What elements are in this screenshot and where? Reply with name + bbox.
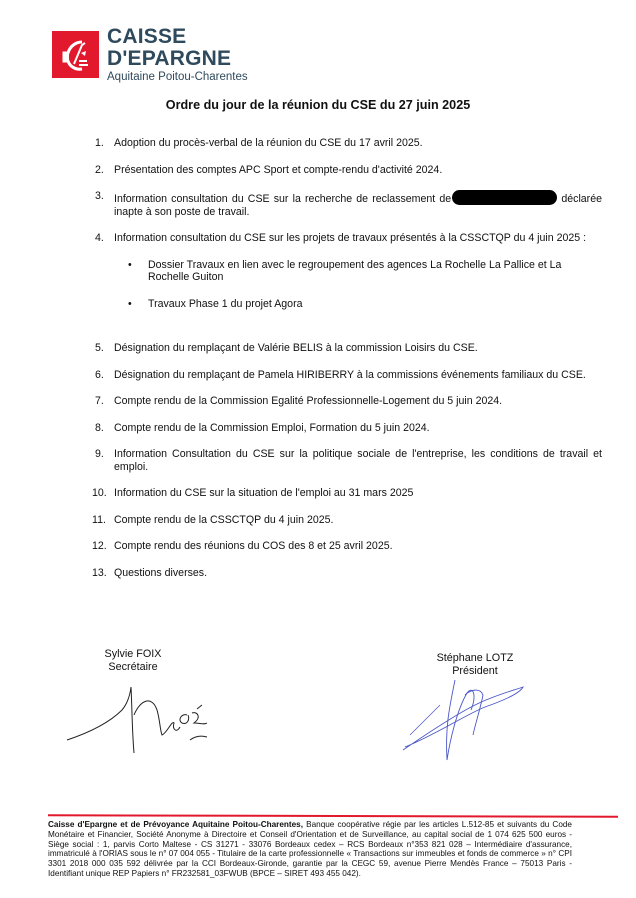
footer-company: Caisse d'Epargne et de Prévoyance Aquitaine Poitou-Charentes, <box>48 820 304 829</box>
footer-divider <box>48 814 618 817</box>
item-text <box>114 190 602 218</box>
item-text: Présentation des comptes APC Sport et compte-rendu d'activité 2024. <box>114 163 443 176</box>
item-number: 12. <box>92 540 107 552</box>
agenda-list <box>92 137 602 593</box>
item-text: Information consultation du CSE sur les projets de travaux présentés à la CSSCTQP du 4 juin 2025 : <box>114 232 587 244</box>
item-number: 8. <box>95 421 104 434</box>
agenda-item <box>92 190 602 218</box>
signatory-role: Président <box>452 664 498 677</box>
sub-item <box>128 298 602 311</box>
agenda-item <box>92 540 602 553</box>
item-number: 4. <box>95 232 104 244</box>
logo-wordmark <box>107 26 248 84</box>
item-text: Compte rendu de la Commission Emploi, Formation du 5 juin 2024. <box>114 421 430 434</box>
item-number: 5. <box>95 342 104 354</box>
agenda-item <box>92 137 602 150</box>
item-text: Compte rendu de la Commission Egalité Professionnelle-Logement du 5 juin 2024. <box>114 395 503 407</box>
footer-legal-text: Banque coopérative régie par les articles L.512-85 et suivants du Code Monétaire et Financier, Société Anonyme à Directoire et Conseil d'Orientation et de Surveillance, au capital social de 1 074 625 500 euros - Siège social : 1, parvis Corto Maltese - CS 31271 - 33076 Bordeaux cedex – RCS Bordeaux n°353 821 028 – Intermédiaire d'assurance, immatriculé à l'ORIAS sous le n° 07 004 055 - Titulaire de la carte professionnelle « Transactions sur immeubles et fonds de commerce » n° CPI 3301 2018 000 035 592 délivrée par la CCI Bordeaux-Gironde, garantie par la CEGC 59, avenue Pierre Mendès France – 75013 Paris - Identifiant unique REP Papiers n° FR232581_03FWUB (BPCE – SIRET 493 455 042). <box>48 820 572 878</box>
item-text-after: déclarée inapte à son poste de travail. <box>114 193 602 218</box>
item-text: Information du CSE sur la situation de l'emploi au 31 mars 2025 <box>114 487 414 499</box>
sub-list <box>128 259 602 325</box>
agenda-item <box>92 395 602 408</box>
item-text: Information Consultation du CSE sur la politique sociale de l'entreprise, les conditions de travail et emploi. <box>114 448 602 473</box>
item-text: Désignation du remplaçant de Pamela HIRIBERRY à la commissions événements familiaux du CSE. <box>114 368 586 381</box>
signatory-role: Secrétaire <box>108 660 158 673</box>
document-title: Ordre du jour de la réunion du CSE du 27 juin 2025 <box>165 98 471 112</box>
legal-footer <box>48 820 572 879</box>
agenda-item <box>92 514 602 527</box>
agenda-item <box>92 448 602 473</box>
item-number: 7. <box>95 395 104 407</box>
agenda-item <box>92 232 602 328</box>
redaction-block <box>452 190 557 205</box>
sub-item <box>128 259 602 284</box>
item-number: 2. <box>95 163 104 176</box>
item-number: 13. <box>92 566 107 579</box>
signature-president-icon <box>395 665 535 765</box>
item-number: 1. <box>95 137 104 149</box>
agenda-item <box>92 342 602 355</box>
item-text: Désignation du remplaçant de Valérie BELIS à la commission Loisirs du CSE. <box>114 342 478 354</box>
sub-item-text: Dossier Travaux en lien avec le regroupement des agences La Rochelle La Pallice et La Rochelle Guiton <box>148 258 562 283</box>
logo-line-1: CAISSE <box>107 25 187 48</box>
agenda-item <box>92 422 602 435</box>
signatory-name: Stéphane LOTZ <box>436 652 514 664</box>
agenda-item <box>92 567 602 580</box>
item-text: Questions diverses. <box>114 566 208 579</box>
item-text-before: Information consultation du CSE sur la recherche de reclassement de <box>114 193 452 205</box>
item-number: 6. <box>95 368 104 381</box>
bullet-icon: • <box>128 297 132 310</box>
bullet-icon: • <box>128 258 132 271</box>
item-number: 9. <box>95 448 104 460</box>
agenda-item <box>92 369 602 382</box>
agenda-item <box>92 487 602 500</box>
signatory-name: Sylvie FOIX <box>104 648 162 660</box>
caisse-epargne-squirrel-euro-icon <box>52 31 99 78</box>
agenda-item <box>92 164 602 177</box>
item-number: 3. <box>95 190 104 202</box>
sub-item-text: Travaux Phase 1 du projet Agora <box>148 297 303 310</box>
item-number: 11. <box>92 513 106 526</box>
logo-region: Aquitaine Poitou-Charentes <box>107 71 248 83</box>
item-text: Compte rendu des réunions du COS des 8 et 25 avril 2025. <box>114 540 393 552</box>
item-text: Compte rendu de la CSSCTQP du 4 juin 2025. <box>114 513 334 526</box>
item-text: Adoption du procès-verbal de la réunion du CSE du 17 avril 2025. <box>114 137 423 149</box>
signature-secretary-icon <box>62 675 232 755</box>
logo-line-2: D'EPARGNE <box>107 47 232 70</box>
caisse-epargne-logo <box>52 26 248 84</box>
signature-block-secretary <box>88 648 178 673</box>
item-number: 10. <box>92 487 107 499</box>
